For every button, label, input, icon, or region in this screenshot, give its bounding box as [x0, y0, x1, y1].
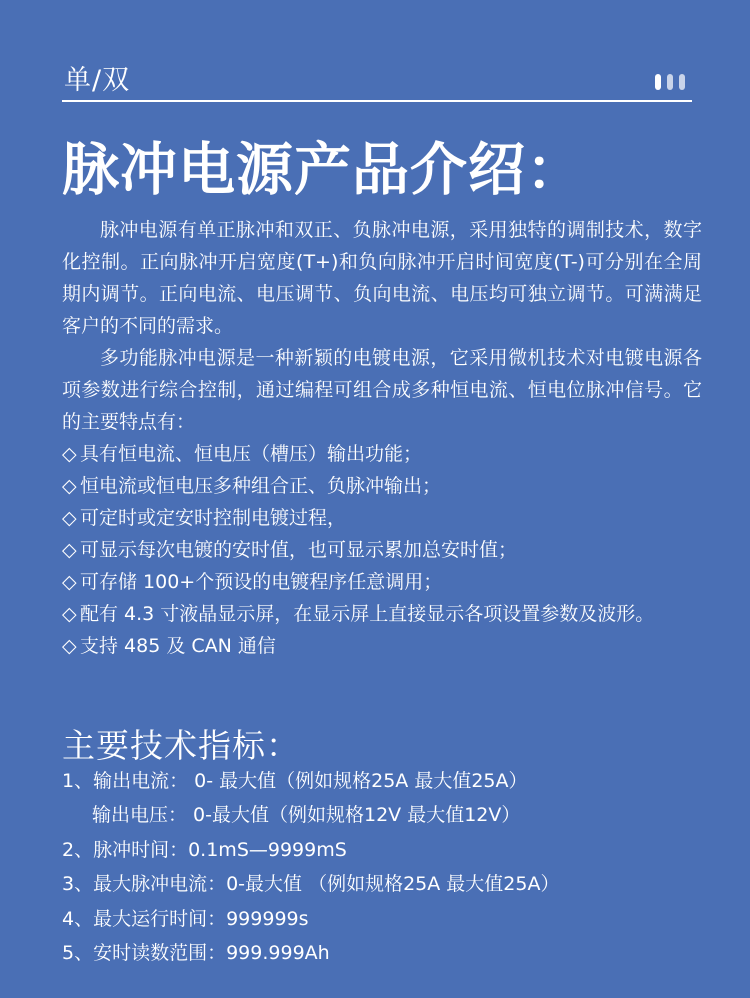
header-divider	[62, 100, 692, 102]
intro-paragraph: 脉冲电源有单正脉冲和双正、负脉冲电源，采用独特的调制技术，数字化控制。正向脉冲开启宽度(T+)和负向脉冲开启时间宽度(T-)可分别在全周期内调节。正向电流、电压调节、负向电流、电压均可独立调节。可满满足客户的不同的需求。	[62, 219, 702, 337]
header-label: 单/双	[64, 65, 131, 96]
spec-item: 输出电压： 0-最大值（例如规格12V 最大值12V）	[92, 804, 521, 827]
feature-item	[62, 598, 702, 630]
diamond-bullet-icon: ◇	[62, 603, 77, 625]
intro-paragraph: 多功能脉冲电源是一种新颖的电镀电源，它采用微机技术对电镀电源各项参数进行综合控制，通过编程可组合成多种恒电流、恒电位脉冲信号。它的主要特点有：	[62, 347, 702, 433]
feature-list	[62, 438, 702, 662]
diamond-bullet-icon: ◇	[62, 571, 77, 593]
diamond-bullet-icon: ◇	[62, 443, 77, 465]
feature-text: 支持 485 及 CAN 通信	[80, 635, 276, 657]
feature-text: 可显示每次电镀的安时值，也可显示累加总安时值；	[80, 539, 518, 561]
specs-list	[62, 764, 722, 970]
feature-text: 具有恒电流、恒电压（槽压）输出功能；	[80, 443, 423, 465]
indicator-dot	[655, 74, 661, 90]
indicator-dot	[667, 74, 673, 90]
spec-item: 2、脉冲时间：0.1mS—9999mS	[62, 838, 347, 861]
intro-section	[62, 214, 702, 662]
feature-item	[62, 566, 702, 598]
feature-item	[62, 630, 702, 662]
feature-item	[62, 502, 702, 534]
feature-text: 恒电流或恒电压多种组合正、负脉冲输出；	[80, 475, 442, 497]
diamond-bullet-icon: ◇	[62, 507, 77, 529]
spec-item: 1、输出电流： 0- 最大值（例如规格25A 最大值25A）	[62, 770, 528, 792]
feature-item	[62, 534, 702, 566]
feature-item	[62, 438, 702, 470]
specs-title: 主要技术指标：	[62, 726, 300, 765]
diamond-bullet-icon: ◇	[62, 635, 77, 657]
page-indicator	[655, 74, 685, 90]
diamond-bullet-icon: ◇	[62, 539, 77, 561]
feature-text: 可存储 100+个预设的电镀程序任意调用；	[80, 571, 443, 593]
diamond-bullet-icon: ◇	[62, 475, 77, 497]
feature-text: 配有 4.3 寸液晶显示屏，在显示屏上直接显示各项设置参数及波形。	[80, 603, 655, 625]
spec-item: 4、最大运行时间：999999s	[62, 907, 309, 930]
indicator-dot	[679, 74, 685, 90]
feature-item	[62, 470, 702, 502]
feature-text: 可定时或定安时控制电镀过程，	[80, 507, 347, 529]
spec-item: 5、安时读数范围：999.999Ah	[62, 942, 330, 965]
spec-item: 3、最大脉冲电流：0-最大值 （例如规格25A 最大值25A）	[62, 873, 560, 896]
page-title: 脉冲电源产品介绍：	[62, 137, 584, 203]
